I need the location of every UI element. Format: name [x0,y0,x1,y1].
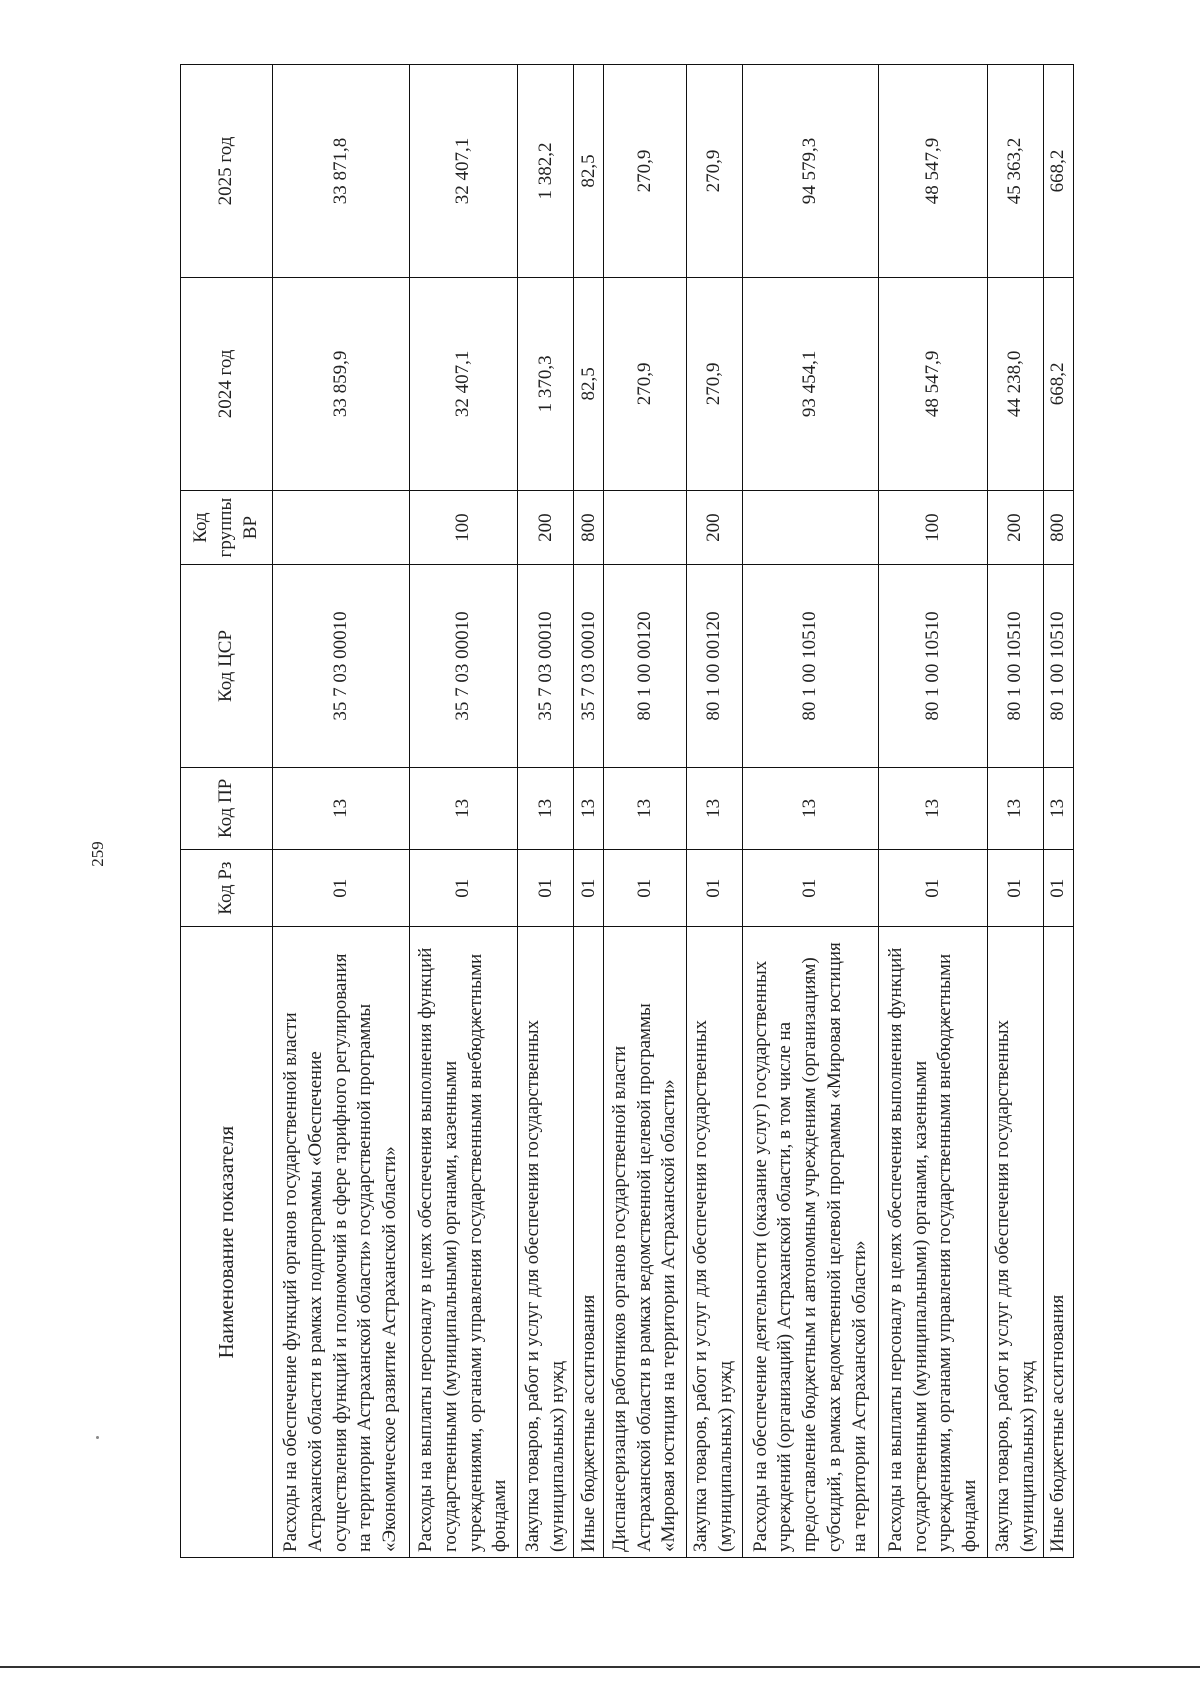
cell-name: Расходы на обеспечение деятельности (оказание услуг) государственных учреждений (организаций) Астраханской области, в том числе на предоставление бюджетным и автономным учреждениям (организациям) субсидий, в рамках ведомственной целевой программы «Мировая юстиция на территории Астраханской области» [742,927,879,1558]
table-row [988,65,1044,1558]
cell-rz: 01 [742,850,879,927]
cell-2024: 270,9 [604,277,686,490]
cell-pr: 13 [1044,767,1074,850]
cell-rz: 01 [604,850,686,927]
cell-rz: 01 [988,850,1044,927]
cell-2024: 82,5 [574,277,604,490]
cell-2025: 48 547,9 [879,65,988,278]
cell-csr: 35 7 03 00010 [409,565,518,767]
header-csr: Код ЦСР [181,565,273,767]
cell-2024: 93 454,1 [742,277,879,490]
cell-vr: 800 [1044,490,1074,565]
cell-name: Расходы на выплаты персоналу в целях обеспечения выполнения функций государственными (муниципальными) органами, казенными учреждениями, органами управления государственными внебюджетными фондами [879,927,988,1558]
cell-pr: 13 [273,767,410,850]
table-row [574,65,604,1558]
cell-2025: 45 363,2 [988,65,1044,278]
cell-rz: 01 [409,850,518,927]
cell-2025: 32 407,1 [409,65,518,278]
cell-vr [742,490,879,565]
table-row [518,65,574,1558]
cell-pr: 13 [574,767,604,850]
header-2024: 2024 год [181,277,273,490]
scan-bottom-line [0,1666,1200,1668]
cell-pr: 13 [686,767,742,850]
cell-csr: 35 7 03 00010 [273,565,410,767]
cell-csr: 35 7 03 00010 [574,565,604,767]
cell-2024: 270,9 [686,277,742,490]
cell-2025: 270,9 [604,65,686,278]
table-row [409,65,518,1558]
cell-vr [604,490,686,565]
cell-2024: 668,2 [1044,277,1074,490]
cell-name: Закупка товаров, работ и услуг для обеспечения государственных (муниципальных) нужд [988,927,1044,1558]
cell-2024: 33 859,9 [273,277,410,490]
page-number: 259 [88,841,107,867]
budget-table [180,64,1074,1558]
cell-name: Расходы на выплаты персоналу в целях обеспечения выполнения функций государственными (муниципальными) органами, казенными учреждениями, органами управления государственными внебюджетными фондами [409,927,518,1558]
table-row [742,65,879,1558]
table-row [879,65,988,1558]
cell-csr: 80 1 00 10510 [988,565,1044,767]
cell-2025: 1 382,2 [518,65,574,278]
table-row [273,65,410,1558]
cell-csr: 80 1 00 10510 [742,565,879,767]
cell-2025: 270,9 [686,65,742,278]
cell-rz: 01 [273,850,410,927]
header-vr: Код группы ВР [181,490,273,565]
cell-name: Диспансеризация работников органов государственной власти Астраханской области в рамках ведомственной целевой программы «Мировая юстиция на территории Астраханской области» [604,927,686,1558]
rotated-table-wrapper [180,64,1074,1558]
cell-name: Иные бюджетные ассигнования [574,927,604,1558]
cell-rz: 01 [518,850,574,927]
cell-csr: 80 1 00 10510 [1044,565,1074,767]
table-row [686,65,742,1558]
header-2025: 2025 год [181,65,273,278]
cell-csr: 80 1 00 00120 [686,565,742,767]
cell-vr [273,490,410,565]
cell-2024: 48 547,9 [879,277,988,490]
cell-2025: 33 871,8 [273,65,410,278]
scan-speck [96,1436,99,1439]
cell-rz: 01 [574,850,604,927]
cell-pr: 13 [742,767,879,850]
cell-2024: 1 370,3 [518,277,574,490]
header-name: Наименование показателя [181,927,273,1558]
cell-rz: 01 [879,850,988,927]
table-row [1044,65,1074,1558]
cell-2025: 668,2 [1044,65,1074,278]
cell-vr: 200 [518,490,574,565]
cell-name: Закупка товаров, работ и услуг для обеспечения государственных (муниципальных) нужд [686,927,742,1558]
cell-pr: 13 [879,767,988,850]
cell-csr: 35 7 03 00010 [518,565,574,767]
cell-csr: 80 1 00 00120 [604,565,686,767]
cell-csr: 80 1 00 10510 [879,565,988,767]
cell-rz: 01 [1044,850,1074,927]
cell-2025: 94 579,3 [742,65,879,278]
cell-2024: 44 238,0 [988,277,1044,490]
cell-rz: 01 [686,850,742,927]
table-row [604,65,686,1558]
cell-vr: 100 [879,490,988,565]
cell-vr: 800 [574,490,604,565]
cell-name: Закупка товаров, работ и услуг для обеспечения государственных (муниципальных) нужд [518,927,574,1558]
cell-vr: 200 [686,490,742,565]
cell-vr: 100 [409,490,518,565]
table-header-row [181,65,273,1558]
header-pr: Код ПР [181,767,273,850]
cell-pr: 13 [409,767,518,850]
cell-pr: 13 [518,767,574,850]
cell-2025: 82,5 [574,65,604,278]
cell-pr: 13 [988,767,1044,850]
cell-name: Иные бюджетные ассигнования [1044,927,1074,1558]
header-rz: Код Рз [181,850,273,927]
cell-pr: 13 [604,767,686,850]
cell-2024: 32 407,1 [409,277,518,490]
cell-vr: 200 [988,490,1044,565]
cell-name: Расходы на обеспечение функций органов государственной власти Астраханской области в рамках подпрограммы «Обеспечение осуществления функций и полномочий в сфере тарифного регулирования на территории Астраханской области» государственной программы «Экономическое развитие Астраханской области» [273,927,410,1558]
